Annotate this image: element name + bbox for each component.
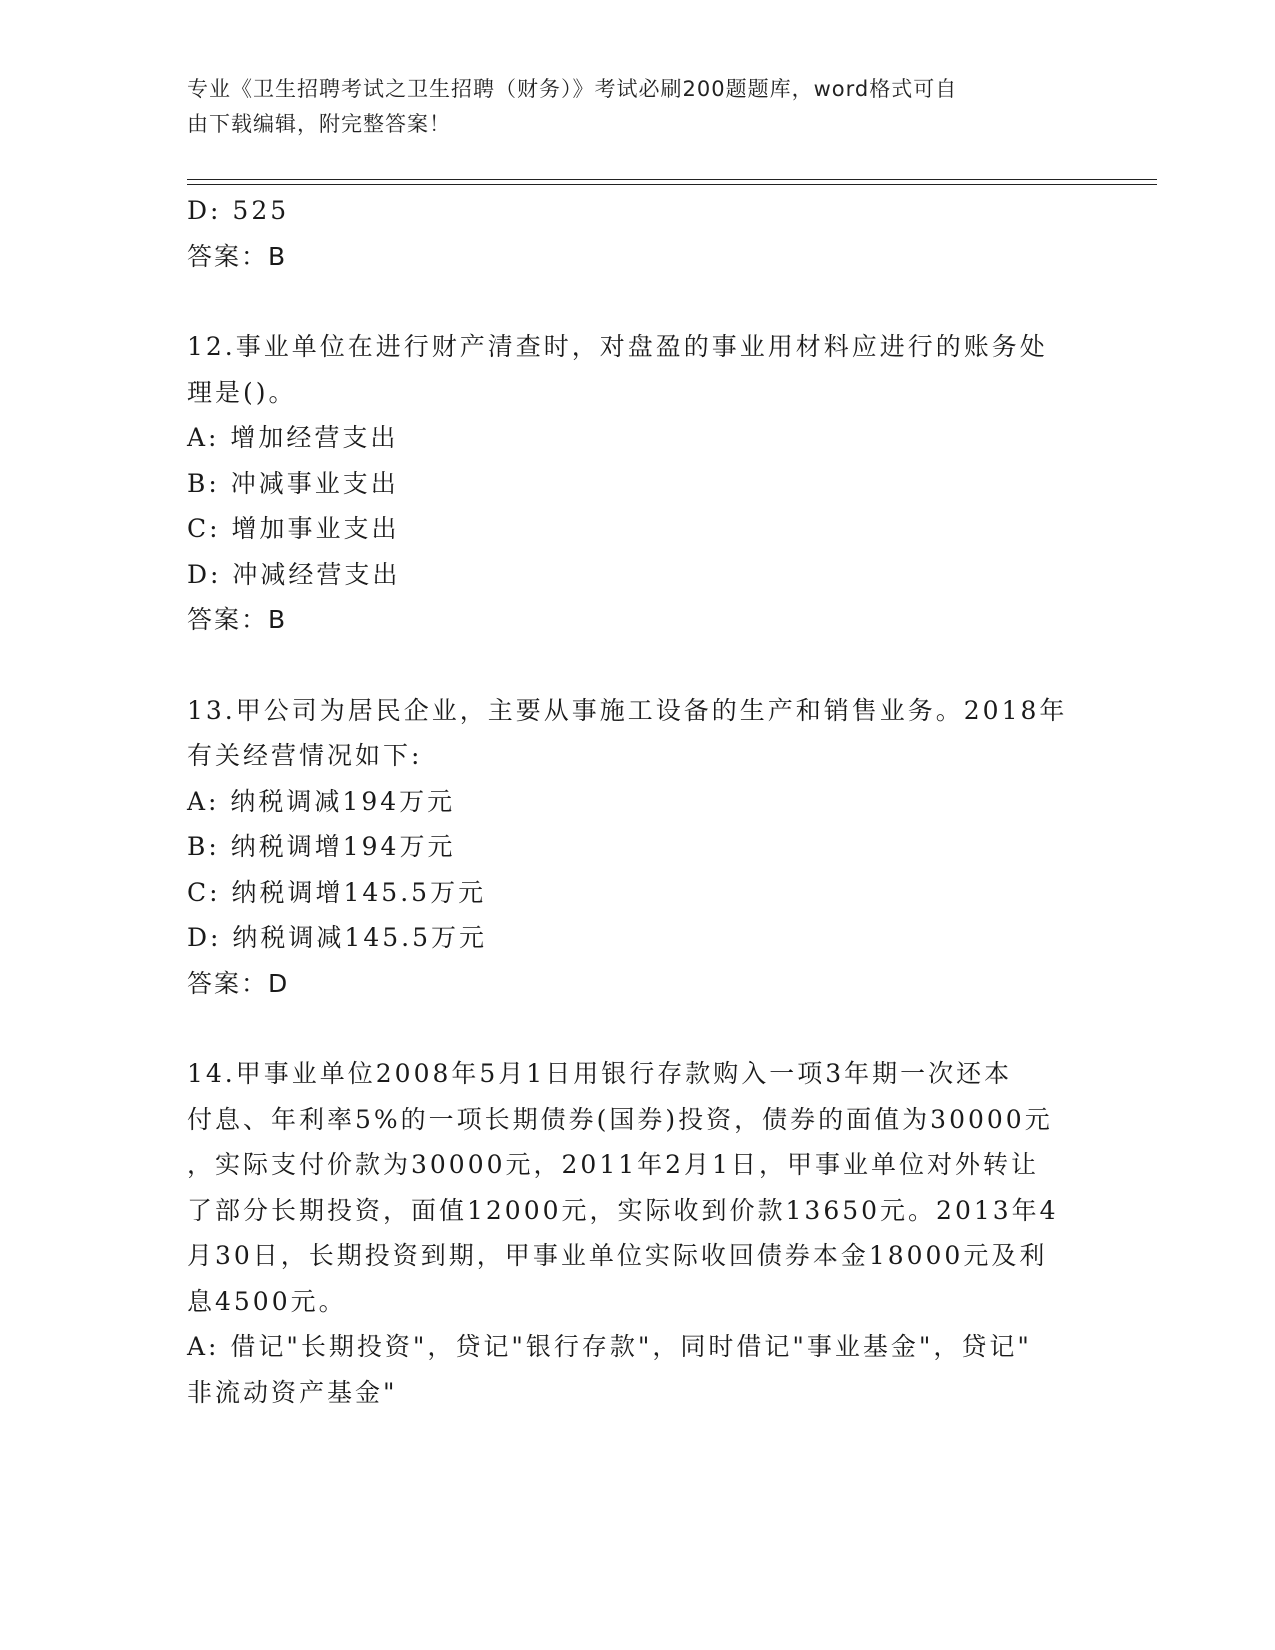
q14-stem-line-6: 息4500元。: [187, 1286, 347, 1316]
q13-answer: 答案：D: [187, 968, 290, 998]
spacer: [187, 279, 1087, 324]
q13-option-d: D: 纳税调减145.5万元: [187, 923, 487, 952]
spacer: [187, 643, 1087, 688]
q14-option-a-line-2: 非流动资产基金": [187, 1377, 398, 1407]
q14-stem-line-2: 付息、年利率5%的一项长期债券(国券)投资，债券的面值为30000元: [187, 1104, 1053, 1134]
q13-option-a: A: 纳税调减194万元: [187, 786, 456, 816]
q14-stem-line-1: 14.甲事业单位2008年5月1日用银行存款购入一项3年期一次还本: [187, 1059, 1013, 1088]
q12-stem-line-1: 12.事业单位在进行财产清查时，对盘盈的事业用材料应进行的账务处: [187, 332, 1048, 361]
document-header: [187, 72, 1067, 142]
document-body: [187, 188, 1087, 1415]
q12-stem-line-2: 理是()。: [187, 377, 297, 407]
question-14: [187, 1051, 1087, 1415]
q11-answer: 答案：B: [187, 241, 288, 271]
q12-answer: 答案：B: [187, 605, 288, 634]
q14-option-a-line-1: A: 借记"长期投资"，贷记"银行存款"，同时借记"事业基金"，贷记": [187, 1332, 1032, 1361]
question-13: [187, 688, 1087, 1007]
q14-stem-line-3: ，实际支付价款为30000元，2011年2月1日，甲事业单位对外转让: [187, 1150, 1039, 1179]
q13-option-c: C: 纳税调增145.5万元: [187, 877, 487, 907]
q12-option-c: C: 增加事业支出: [187, 514, 400, 543]
header-line-2: 由下载编辑，附完整答案！: [187, 112, 451, 136]
header-rule-bottom: [187, 184, 1157, 185]
q13-stem-line-2: 有关经营情况如下:: [187, 741, 423, 770]
spacer: [187, 1006, 1087, 1051]
q12-option-a: A: 增加经营支出: [187, 423, 399, 452]
header-line-1: 专业《卫生招聘考试之卫生招聘（财务）》考试必刷200题题库，word格式可自: [187, 77, 958, 101]
question-12: [187, 324, 1087, 643]
question-11-tail: [187, 188, 1087, 279]
q14-stem-line-4: 了部分长期投资，面值12000元，实际收到价款13650元。2013年4: [187, 1195, 1059, 1225]
q12-option-d: D: 冲减经营支出: [187, 559, 401, 589]
q12-option-b: B: 冲减事业支出: [187, 468, 399, 498]
header-rule-top: [187, 179, 1157, 180]
q13-option-b: B: 纳税调增194万元: [187, 832, 456, 861]
q14-stem-line-5: 月30日，长期投资到期，甲事业单位实际收回债券本金18000元及利: [187, 1241, 1048, 1270]
q13-stem-line-1: 13.甲公司为居民企业，主要从事施工设备的生产和销售业务。2018年: [187, 695, 1068, 725]
q11-option-d: D: 525: [187, 196, 290, 225]
